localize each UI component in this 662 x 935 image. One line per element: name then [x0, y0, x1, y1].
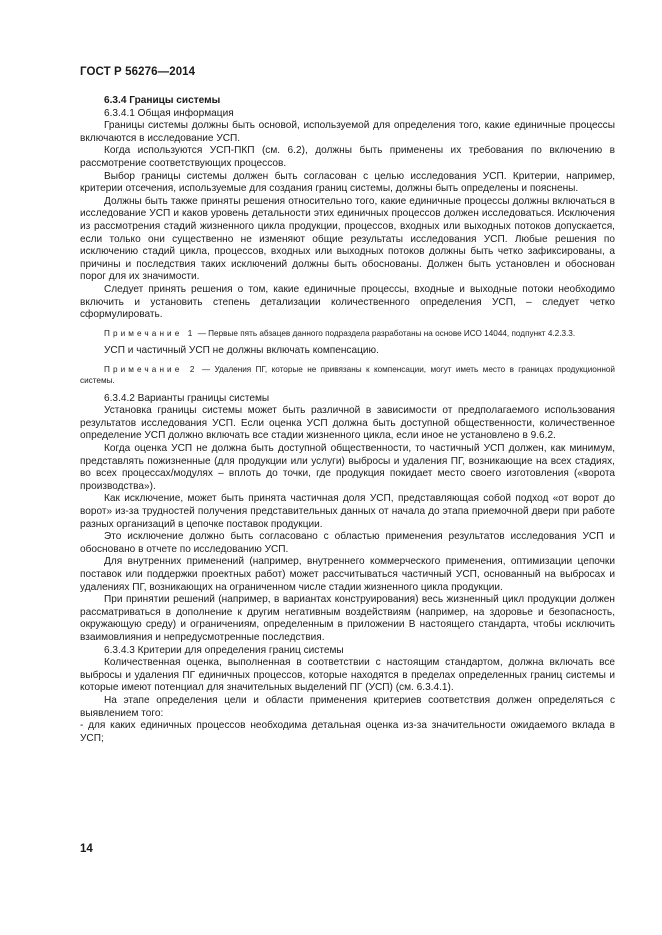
paragraph: Установка границы системы может быть различной в зависимости от предполагаемого использования результатов исследования УСП. Если оценка УСП должна быть доступной общественности, количественное определение УСП должно включать все стадии жизненного цикла, если иное не установлено в 9.6.2.	[80, 405, 615, 442]
paragraph: При принятии решений (например, в вариантах конструирования) весь жизненный цикл продукции должен рассматриваться в дополнение к другим негативным воздействиям (например, на здоровье и безопасность, окружающую среду) и ограничениям, определенным в приложении В настоящего стандарта, чтобы исключить взаимовлияния и непредусмотренные последствия.	[80, 594, 615, 643]
paragraph: Границы системы должны быть основой, используемой для определения того, какие единичные процессы включаются в исследование УСП.	[80, 120, 615, 144]
list-item: - для каких единичных процессов необходима детальная оценка из-за значительности ожидаемого вклада в УСП;	[80, 720, 615, 744]
subsection-heading: 6.3.4.3 Критерии для определения границ системы	[104, 644, 344, 656]
note-label: Примечание 2	[104, 365, 198, 375]
paragraph: УСП и частичный УСП не должны включать компенсацию.	[104, 345, 379, 357]
paragraph: На этапе определения цели и области применения критериев соответствия должен определяться с выявлением того:	[80, 694, 615, 719]
paragraph: Как исключение, может быть принята частичная доля УСП, представляющая собой подход «от ворот до ворот» из-за трудностей получения представительных данных от начала до этапа приемочной двери при работе разных организаций в цепочке поставок продукции.	[80, 493, 615, 530]
paragraph: Выбор границы системы должен быть согласован с целью исследования УСП. Критерии, например, критерии отсечения, используемые для создания границ системы, должны быть определены и пояснены.	[80, 170, 615, 195]
paragraph: Когда используются УСП-ПКП (см. 6.2), должны быть применены их требования по включению в рассмотрение соответствующих процессов.	[80, 145, 615, 169]
section-heading: 6.3.4 Границы системы	[104, 95, 221, 106]
note	[80, 329, 615, 340]
subsection-heading: 6.3.4.2 Варианты границы системы	[104, 392, 270, 404]
paragraph: Должны быть также приняты решения относительно того, какие единичные процессы должны включаться в исследование УСП и каков уровень детальности этих единичных процессов должен исследоваться. Исключения из рассмотрения стадий жизненного цикла продукции, процессов, входных или выходных потоков допускается, если только они существенно не изменяют общие результаты исследования УСП. Любые решения по исключению стадий цикла, процессов, входных или выходных потоков должны быть четко зафиксированы, а причины и последствия таких исключений должны быть обоснованы. Должен быть установлен и обоснован порог для их значимости.	[80, 195, 615, 283]
note	[80, 365, 615, 387]
note-text: — Удаления ПГ, которые не привязаны к компенсации, могут иметь место в границах продукционной системы.	[80, 365, 615, 385]
paragraph: Это исключение должно быть согласовано с областью применения результатов исследования УСП и обосновано в отчете по исследованию УСП.	[80, 531, 615, 555]
standard-header: ГОСТ Р 56276—2014	[80, 66, 196, 78]
subsection-heading: 6.3.4.1 Общая информация	[104, 107, 234, 119]
paragraph: Когда оценка УСП не должна быть доступной общественности, то частичный УСП должен, как минимум, представлять пожизненные (для продукции или услуги) выбросы и удаления ПГ, возникающие на всех стадиях, во всех процессах/модулях – вплоть до точки, где продукция покидает место своего изготовления («ворота производства»).	[80, 443, 615, 492]
note-text: — Первые пять абзацев данного подраздела разработаны на основе ИСО 14044, подпункт 4.2.3.3.	[195, 328, 576, 338]
note-label: Примечание 1	[104, 328, 196, 338]
page-number: 14	[80, 843, 93, 855]
paragraph: Следует принять решения о том, какие единичные процессы, входные и выходные потоки необходимо включить и установить степень детализации количественного определения УСП, – следует четко сформулировать.	[80, 283, 615, 321]
paragraph: Количественная оценка, выполненная в соответствии с настоящим стандартом, должна включать все выбросы и удаления ПГ единичных процессов, которые находятся в пределах определенных границ системы и которые имеют потенциал для значительных выделений ПГ (УСП) (см. 6.3.4.1).	[80, 657, 615, 694]
page-content	[80, 95, 615, 745]
paragraph: Для внутренних применений (например, внутреннего коммерческого применения, оптимизации цепочки поставок или поддержки проектных работ) может рассчитываться частичный УСП, основанный на выбросах и удалениях ПГ, возникающих на ограниченном числе стадии жизненного цикла продукции.	[80, 556, 615, 593]
